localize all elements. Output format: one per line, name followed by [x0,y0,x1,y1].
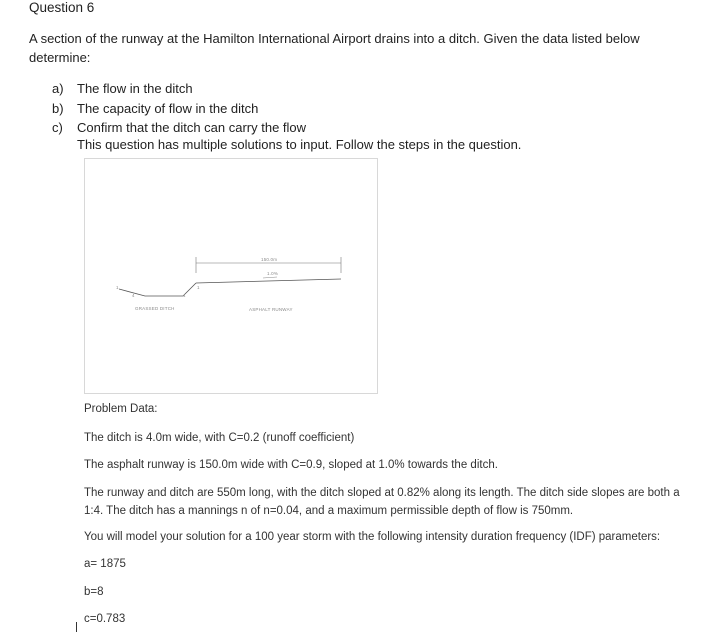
question-intro: A section of the runway at the Hamilton International Airport drains into a ditch. Given the data listed below determine: [29,31,640,65]
part-text: Confirm that the ditch can carry the flow [77,120,307,135]
slope-label: 1.0% [267,271,279,276]
slope-indicator [263,277,277,278]
ditch-slope-left-label: 1 [116,285,119,290]
ditch-slope-right-label: 1 [197,285,200,290]
cross-section-figure [84,158,378,394]
dimension-label: 150.0m [261,257,278,262]
storm-spec: You will model your solution for a 100 year storm with the following intensity duration frequency (IDF) parameters: [84,531,661,543]
ditch-spec: The ditch is 4.0m wide, with C=0.2 (runoff coefficient) [84,432,355,444]
question-part-a [52,79,306,99]
runway-surface [196,279,341,283]
question-note: This question has multiple solutions to input. Follow the steps in the question. [77,137,522,152]
text-cursor [76,622,77,632]
ditch-right-ratio: 4 [183,293,186,298]
question-parts-list [52,79,306,138]
part-letter: b) [52,100,64,116]
cross-section-drawing [85,159,377,393]
question-title: Question 6 [29,0,95,15]
runway-spec: The asphalt runway is 150.0m wide with C=0.9, sloped at 1.0% towards the ditch. [84,459,498,471]
asphalt-runway-label: ASPHALT RUNWAY [249,307,293,312]
grassed-ditch-label: GRASSED DITCH [135,306,175,311]
part-text: The capacity of flow in the ditch [77,100,259,116]
idf-param-a: a= 1875 [84,558,126,570]
idf-param-b: b=8 [84,586,104,598]
part-letter: c) [52,120,63,135]
question-part-c [52,118,306,138]
question-part-b [52,99,306,119]
length-spec: The runway and ditch are 550m long, with the ditch sloped at 0.82% along its length. The ditch side slopes are both a 1:4. The ditch has a mannings n of n=0.04, and a maximum permissible depth of flow is 750mm. [84,487,680,517]
part-text: The flow in the ditch [77,81,193,96]
idf-param-c: c=0.783 [84,613,126,625]
problem-data-heading: Problem Data: [84,403,158,415]
ditch-left-ratio: 4 [132,293,135,298]
part-letter: a) [52,81,64,96]
